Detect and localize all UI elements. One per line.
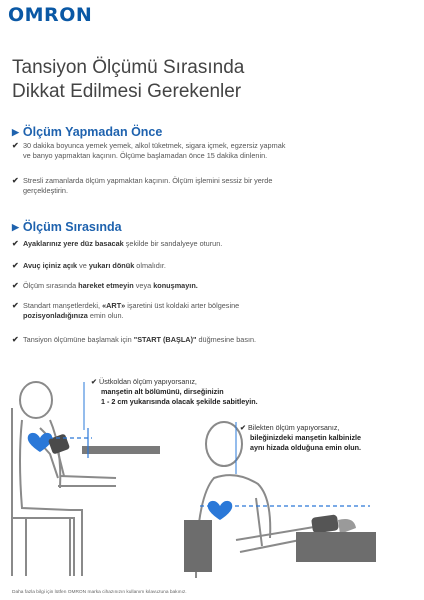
footer-note: Daha fazla bilgi için lütfen OMRON marka cihazınızın kullanım kılavuzuna bakınız. (12, 590, 187, 595)
check-icon: ✔ (12, 301, 19, 310)
section-during-measurement-heading: ▶ Ölçüm Sırasında (12, 220, 122, 234)
check-icon: ✔ (91, 377, 100, 386)
check-icon: ✔ (12, 335, 19, 344)
hand (338, 519, 356, 534)
check-icon: ✔ (240, 423, 249, 432)
check-icon: ✔ (12, 239, 19, 248)
check-icon: ✔ (12, 281, 19, 290)
seated-person-figure (12, 382, 116, 576)
upper-arm-note: ✔ Üstkoldan ölçüm yapıyorsanız, manşetin alt bölümünü, dirseğinizin 1 - 2 cm yukarısında olacak şekilde sabitleyin. (91, 377, 258, 406)
list-item: ✔ Tansiyon ölçümüne başlamak için "START (BAŞLA)" düğmesine basın. (12, 335, 257, 344)
measurement-posture-illustration (0, 378, 424, 578)
arrow-right-icon: ▶ (12, 222, 19, 232)
table-block (296, 532, 376, 562)
page-title (12, 56, 244, 104)
section-before-measurement-heading: ▶ Ölçüm Yapmadan Önce (12, 125, 163, 139)
list-item: ✔ Ölçüm sırasında hareket etmeyin veya konuşmayın. (12, 281, 198, 290)
check-icon: ✔ (12, 176, 19, 185)
table-top (82, 446, 160, 454)
check-icon: ✔ (12, 141, 19, 150)
list-item: ✔ 30 dakika boyunca yemek yemek, alkol tüketmek, sigara içmek, egzersiz yapmak ve banyo yapmaktan kaçının. Ölçüme başlamadan önce 15 dakika dinlenin. (12, 141, 286, 160)
list-item: ✔ Ayaklarınız yere düz basacak şekilde bir sandalyeye oturun. (12, 239, 223, 248)
list-item: ✔ Standart manşetlerdeki, «ART» işaretini üst koldaki arter bölgesine pozisyonladığınıza emin olun. (12, 301, 240, 320)
wrist-note: ✔ Bilekten ölçüm yapıyorsanız, bileğinizdeki manşetin kalbinizle aynı hizada olduğuna emin olun. (240, 423, 362, 452)
title-line-2: Dikkat Edilmesi Gerekenler (12, 81, 242, 102)
armrest-block (184, 520, 212, 572)
heart-icon (208, 501, 233, 520)
check-icon: ✔ (12, 261, 19, 270)
arrow-right-icon: ▶ (12, 127, 19, 137)
list-item: ✔ Stresli zamanlarda ölçüm yapmaktan kaçının. Ölçüm işlemini sessiz bir yerde gerçekleştirin. (12, 176, 273, 195)
heart-icon (28, 433, 53, 452)
list-item: ✔ Avuç içiniz açık ve yukarı dönük olmalıdır. (12, 261, 166, 270)
omron-logo: OMRON (8, 4, 93, 26)
wrist-cuff (311, 514, 339, 533)
title-line-1: Tansiyon Ölçümü Sırasında (12, 57, 245, 78)
